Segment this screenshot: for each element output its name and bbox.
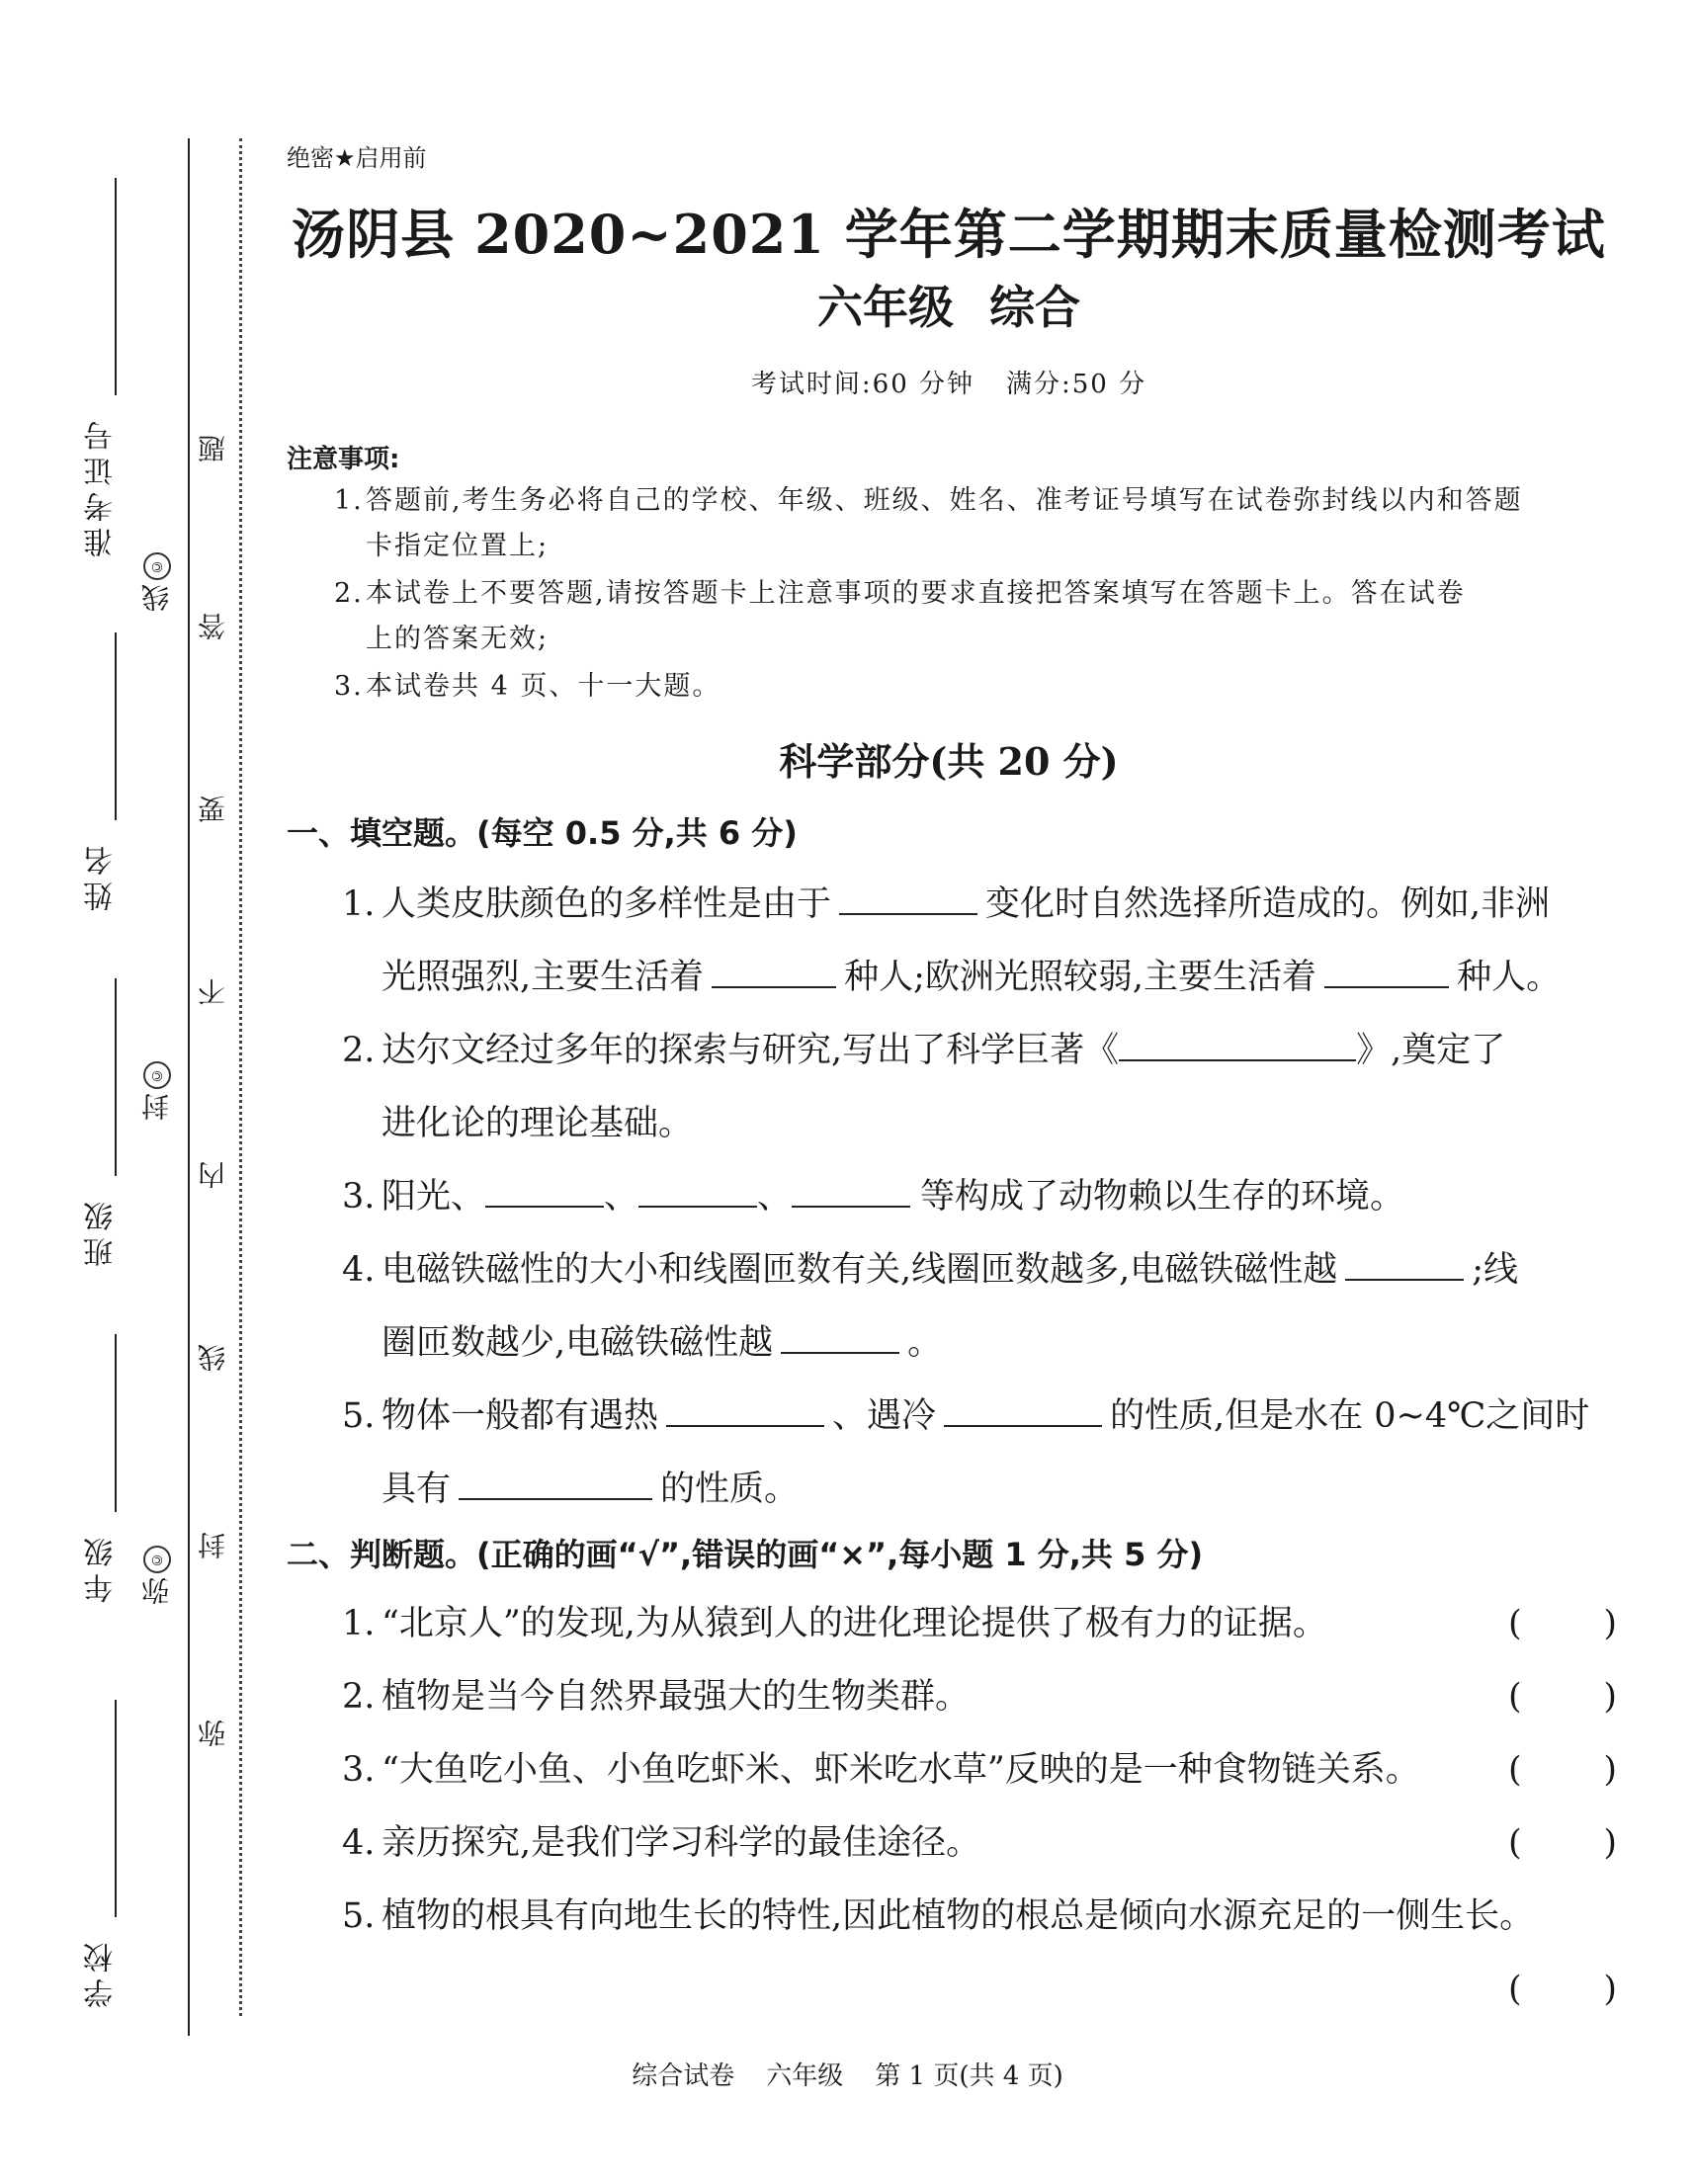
field-line-exam-id[interactable] <box>115 178 117 395</box>
field-label-exam-id: 准考证号 <box>84 415 119 557</box>
answer-blank[interactable] <box>792 1176 910 1208</box>
answer-blank[interactable] <box>1345 1249 1464 1281</box>
answer-parentheses[interactable]: ( ) <box>1508 1970 1617 2009</box>
answer-blank[interactable] <box>781 1322 899 1354</box>
field-label-class: 班级 <box>84 1196 119 1267</box>
fill-question-2: 2. 达尔文经过多年的探索与研究,写出了科学巨著《 》,奠定了 进化论的理论基础。 <box>342 1031 1506 1143</box>
no-answer-char: 不 <box>197 978 229 1006</box>
answer-blank[interactable] <box>459 1469 652 1500</box>
judge-question-4: 4. 亲历探究,是我们学习科学的最佳途径。 ( ) <box>342 1806 1617 1880</box>
seal-mark-seal: 封 © <box>142 1057 172 1121</box>
no-answer-char: 线 <box>197 1344 229 1372</box>
fill-question-4: 4. 电磁铁磁性的大小和线圈匝数有关,线圈匝数越多,电磁铁磁性越 ;线 圈匝数越少,电磁铁磁性越 。 <box>342 1250 1519 1363</box>
seal-circle-icon: © <box>143 552 171 580</box>
notice-item: 3.本试卷共 4 页、十一大题。 <box>334 671 721 702</box>
judge-question-5: 5. 植物的根具有向地生长的特性,因此植物的根总是倾向水源充足的一侧生长。 <box>342 1896 1535 1936</box>
seal-circle-icon: © <box>143 1061 171 1089</box>
no-answer-char: 内 <box>197 1161 229 1189</box>
judge-question-2: 2. 植物是当今自然界最强大的生物类群。 ( ) <box>342 1660 1617 1733</box>
seal-mark-line: 线 © <box>142 548 172 612</box>
notice-title: 注意事项: <box>287 445 400 474</box>
exam-time: 考试时间:60 分钟 <box>750 370 975 399</box>
exam-meta <box>287 364 1611 400</box>
section-title: 科学部分(共 20 分) <box>779 739 1119 784</box>
field-line-grade[interactable] <box>115 1334 117 1512</box>
seal-mark-wrap: 弥 © <box>142 1542 172 1605</box>
secret-label: 绝密★启用前 <box>287 144 427 172</box>
answer-parentheses[interactable]: ( ) <box>1508 1823 1617 1863</box>
page-footer <box>0 2056 1695 2092</box>
footer-grade: 六年级 <box>766 2061 844 2091</box>
exam-title: 汤阴县 2020~2021 学年第二学期期末质量检测考试 <box>292 203 1606 266</box>
part2-heading: 二、判断题。(正确的画“√”,错误的画“×”,每小题 1 分,共 5 分) <box>287 1536 1204 1573</box>
fill-question-5: 5. 物体一般都有遇热 、遇冷 的性质,但是水在 0~4℃之间时 具有 的性质。 <box>342 1396 1590 1509</box>
seal-dotted-line <box>239 138 242 2016</box>
answer-parentheses[interactable]: ( ) <box>1508 1604 1617 1643</box>
seal-circle-icon: © <box>143 1546 171 1573</box>
answer-blank[interactable] <box>944 1395 1102 1427</box>
answer-parentheses[interactable]: ( ) <box>1508 1677 1617 1717</box>
field-label-grade: 年级 <box>84 1532 119 1603</box>
footer-page: 第 1 页(共 4 页) <box>875 2061 1063 2091</box>
no-answer-char: 弥 <box>197 1720 229 1747</box>
field-label-school: 学校 <box>84 1937 119 2008</box>
subject-label: 综合 <box>989 281 1080 334</box>
answer-blank[interactable] <box>839 883 977 915</box>
field-line-school[interactable] <box>115 1700 117 1917</box>
answer-blank[interactable] <box>666 1395 824 1427</box>
answer-blank[interactable] <box>1119 1030 1356 1061</box>
fill-question-3: 3. 阳光、 、 、 等构成了动物赖以生存的环境。 <box>342 1177 1405 1217</box>
judge-question-3: 3. “大鱼吃小鱼、小鱼吃虾米、虾米吃水草”反映的是一种食物链关系。 ( ) <box>342 1733 1617 1806</box>
no-answer-char: 封 <box>197 1532 229 1559</box>
part1-heading: 一、填空题。(每空 0.5 分,共 6 分) <box>287 814 798 852</box>
fill-question-1: 1. 人类皮肤颜色的多样性是由于 变化时自然选择所造成的。例如,非洲 光照强烈,主要生活着 种人;欧洲光照较弱,主要生活着 种人。 <box>342 884 1562 997</box>
field-line-class[interactable] <box>115 978 117 1176</box>
footer-paper: 综合试卷 <box>632 2061 735 2091</box>
field-line-name[interactable] <box>115 632 117 820</box>
field-label-name: 姓名 <box>84 840 119 911</box>
answer-blank[interactable] <box>485 1176 604 1208</box>
binding-solid-line <box>188 138 190 2036</box>
judge-question-1: 1. “北京人”的发现,为从猿到人的进化理论提供了极有力的证据。 ( ) <box>342 1587 1617 1660</box>
exam-subtitle <box>287 272 1611 337</box>
answer-parentheses[interactable]: ( ) <box>1508 1750 1617 1790</box>
no-answer-char: 答 <box>197 613 229 640</box>
no-answer-char: 题 <box>197 435 229 462</box>
answer-blank[interactable] <box>712 957 836 988</box>
grade-label: 六年级 <box>817 281 954 334</box>
notice-item: 1.答题前,考生务必将自己的学校、年级、班级、姓名、准考证号填写在试卷弥封线以内和答题 卡指定位置上; <box>334 485 1523 561</box>
answer-blank[interactable] <box>638 1176 757 1208</box>
notice-item: 2.本试卷上不要答题,请按答题卡上注意事项的要求直接把答案填写在答题卡上。答在试卷 上的答案无效; <box>334 578 1466 654</box>
exam-score: 满分:50 分 <box>1006 370 1147 399</box>
answer-blank[interactable] <box>1324 957 1449 988</box>
no-answer-char: 要 <box>197 796 229 823</box>
